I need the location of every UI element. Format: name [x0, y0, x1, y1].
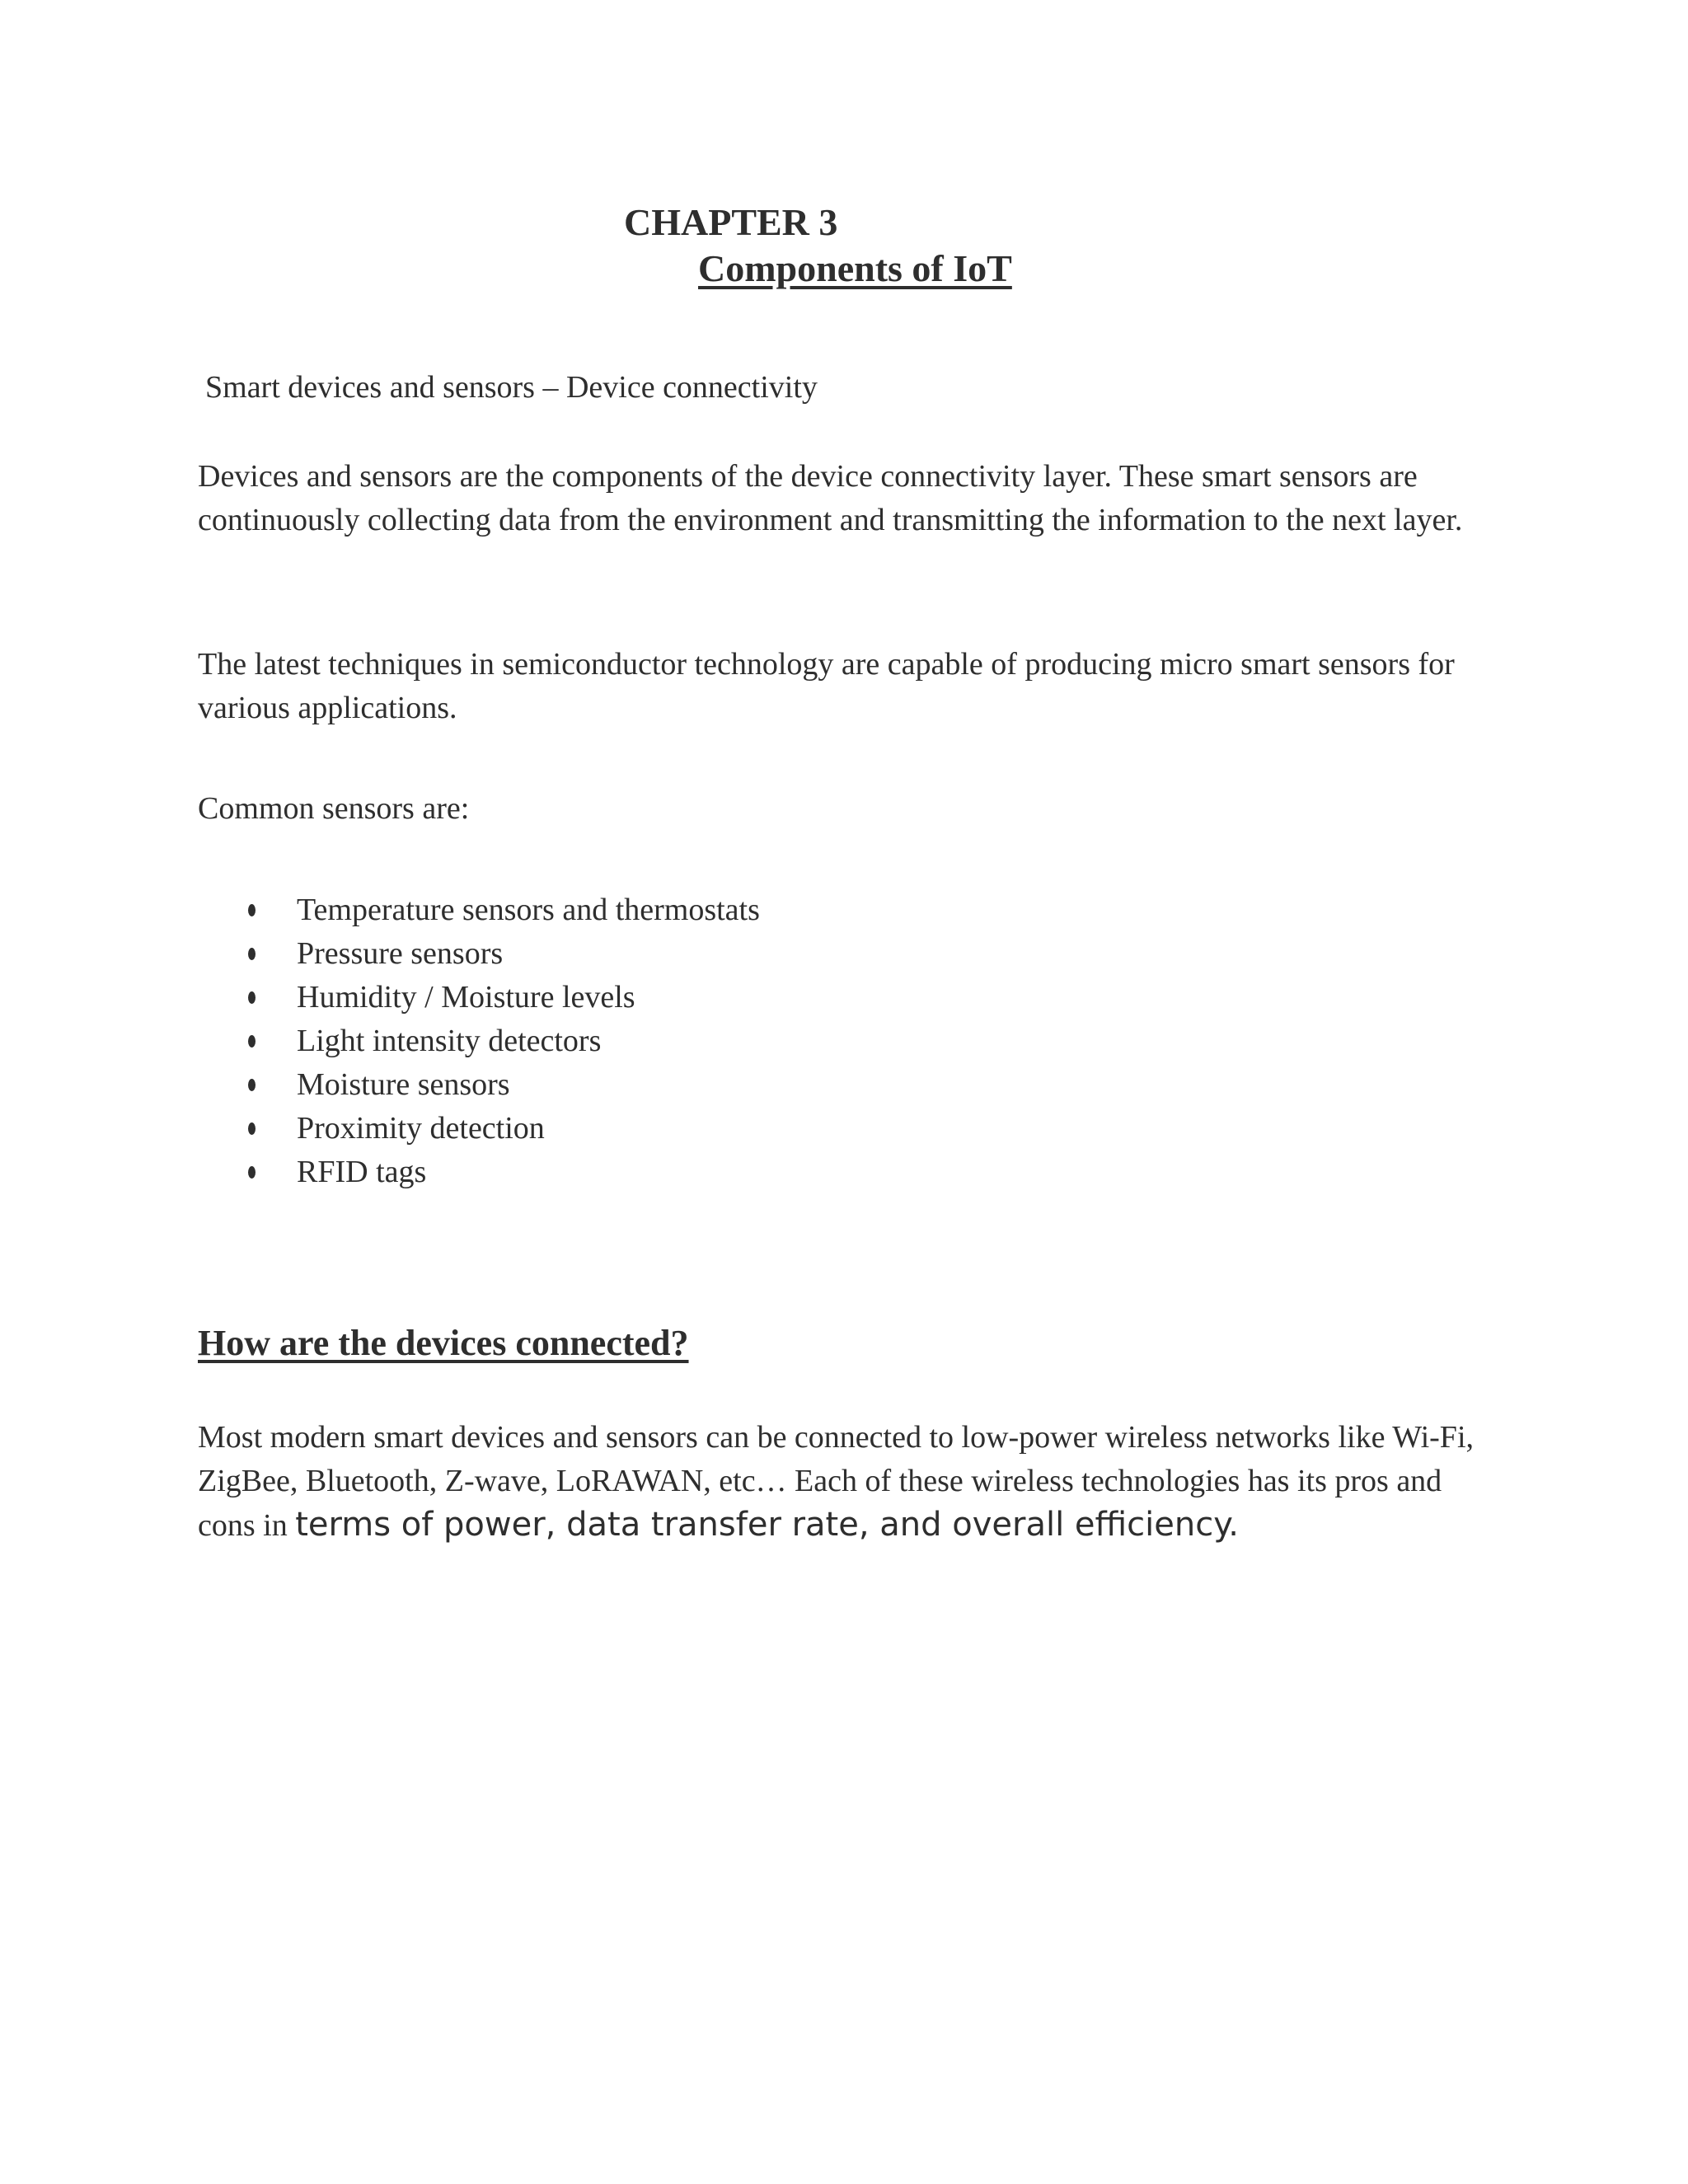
chapter-label: CHAPTER 3 [624, 201, 838, 243]
list-item-text: Moisture sensors [297, 1067, 510, 1102]
chapter-title: Components of IoT [698, 247, 1012, 289]
bullet-icon [248, 1079, 256, 1091]
bullet-icon [248, 904, 256, 916]
section-subtitle: Smart devices and sensors – Device connectivity [205, 370, 818, 405]
list-item-text: Humidity / Moisture levels [297, 980, 635, 1015]
paragraph-wireless-main: Most modern smart devices and sensors can be connected to low-power wireless networks like Wi-Fi, ZigBee, Bluetooth, Z-wave, LoRAWAN, etc… Each of these wireless technologies has its pros and cons in [198, 1420, 1474, 1543]
list-item-text: RFID tags [297, 1155, 427, 1189]
list-item-text: Temperature sensors and thermostats [297, 893, 760, 927]
section-heading-connected: How are the devices connected? [198, 1323, 689, 1363]
bullet-icon [248, 1035, 256, 1047]
bullet-icon [248, 948, 256, 960]
paragraph-device-connectivity: Devices and sensors are the components of the device connectivity layer. These smart sensors are continuously collecting data from the environment and transmitting the information to the next layer. [198, 459, 1463, 537]
paragraph-wireless-networks [198, 1416, 1500, 1548]
list-item-text: Pressure sensors [297, 936, 504, 971]
bullet-icon [248, 991, 256, 1004]
bullet-icon [248, 1122, 256, 1135]
paragraph-common-sensors: Common sensors are: [198, 791, 470, 826]
paragraph-semiconductor: The latest techniques in semiconductor technology are capable of producing micro smart sensors for various applications. [198, 647, 1455, 725]
list-item-text: Proximity detection [297, 1111, 545, 1146]
paragraph-wireless-tail: terms of power, data transfer rate, and overall efficiency. [295, 1506, 1239, 1544]
bullet-icon [248, 1166, 256, 1179]
list-item-text: Light intensity detectors [297, 1024, 602, 1058]
